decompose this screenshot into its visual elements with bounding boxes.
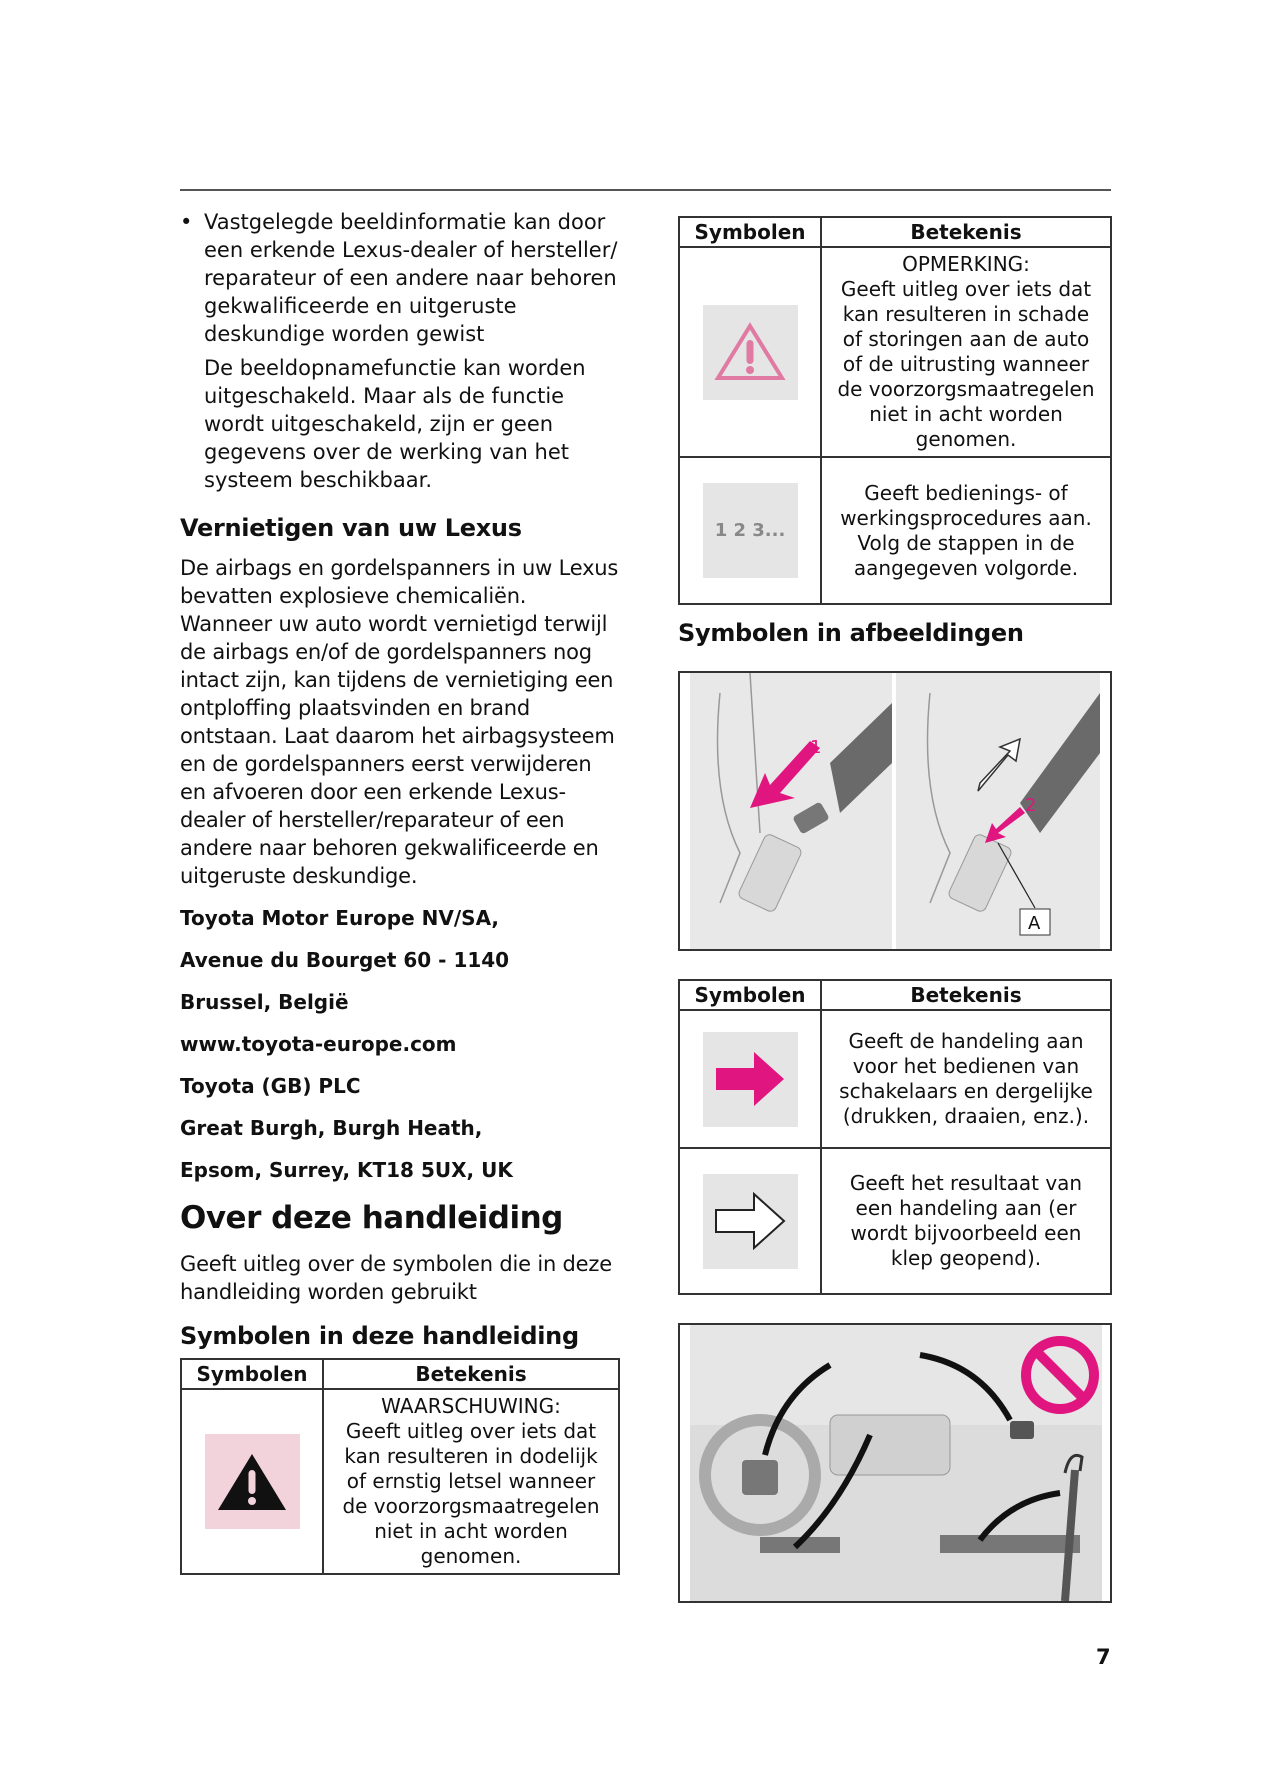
- result-arrow-text: Geeft het resultaat van een handeling aan (er wordt bijvoorbeeld een klep geopend).: [849, 1171, 1083, 1270]
- table-row: [679, 457, 1111, 604]
- col-header-meaning: Betekenis: [323, 1359, 619, 1389]
- col-header-symbols: Symbolen: [679, 980, 821, 1010]
- address-line: Toyota (GB) PLC: [180, 1074, 361, 1098]
- heading-disposal: Vernietigen van uw Lexus: [180, 514, 522, 542]
- result-arrow-outline-icon: [703, 1174, 798, 1269]
- address-line: Epsom, Surrey, KT18 5UX, UK: [180, 1158, 513, 1182]
- heading-symbols-in-figures: Symbolen in afbeeldingen: [678, 619, 1024, 647]
- table-row: [181, 1389, 619, 1574]
- website-link[interactable]: www.toyota-europe.com: [180, 1032, 457, 1056]
- action-arrow-pink-icon: [703, 1032, 798, 1127]
- action-arrow-text: Geeft de handeling aan voor het bedienen van schakelaars en dergelijke (drukken, draaien, enz.).: [839, 1029, 1093, 1128]
- disposal-text: De airbags en gordelspanners in uw Lexus bevatten explosieve chemicaliën. Wanneer uw auto wordt vernietigd terwijl de airbags en/of de gordelspanners nog intact zijn, kan tijdens de vernietiging een ontploffing plaatsvinden en brand ontstaan. Laat daarom het airbagsysteem en de gordelspanners eerst verwijderen en afvoeren door een erkende Lexus-dealer of hersteller/reparateur of een andere naar behoren gekwalificeerde en uitgeruste deskundige.: [180, 556, 619, 888]
- bullet-followup-text: De beeldopnamefunctie kan worden uitgeschakeld. Maar als de functie wordt uitgeschakeld, zijn er geen gegevens over de werking van het systeem beschikbaar.: [204, 356, 586, 492]
- table-row: [679, 1148, 1111, 1294]
- address-line: Toyota Motor Europe NV/SA,: [180, 906, 500, 930]
- symbols-table-arrows: [678, 979, 1112, 1295]
- left-column: [180, 208, 620, 1575]
- step-label-2: 2: [1025, 795, 1037, 816]
- dashboard-prohibited-illustration: [678, 1323, 1112, 1603]
- callout-label-a: A: [1028, 913, 1041, 934]
- col-header-symbols: Symbolen: [679, 217, 821, 247]
- steps-text: Geeft bedienings- of werkingsprocedures aan. Volg de stappen in de aangegeven volgorde.: [840, 480, 1092, 580]
- notice-title: OPMERKING:: [902, 252, 1030, 276]
- bullet-item: [180, 208, 620, 348]
- col-header-meaning: Betekenis: [821, 217, 1111, 247]
- address-line: Great Burgh, Burgh Heath,: [180, 1116, 483, 1140]
- right-column: [678, 216, 1112, 1603]
- warning-text: Geeft uitleg over iets dat kan resulteren in dodelijk of ernstig letsel wanneer de voorzorgsmaatregelen niet in acht worden genomen.: [342, 1419, 600, 1568]
- notice-text: Geeft uitleg over iets dat kan resulteren in schade of storingen aan de auto of de uitrusting wanneer de voorzorgsmaatregelen niet in acht worden genomen.: [837, 277, 1095, 451]
- steps-123-icon: 1 2 3...: [703, 483, 798, 578]
- symbols-table-warning: [180, 1358, 620, 1575]
- bullet-dot: •: [180, 210, 193, 234]
- col-header-symbols: Symbolen: [181, 1359, 323, 1389]
- page-number: 7: [1096, 1645, 1111, 1669]
- address-block: [180, 904, 620, 1184]
- seatbelt-illustration: [678, 671, 1112, 951]
- address-line: Avenue du Bourget 60 - 1140: [180, 948, 510, 972]
- table-row: [679, 1010, 1111, 1148]
- step-label-1: 1: [810, 737, 822, 758]
- address-line: Brussel, België: [180, 990, 349, 1014]
- symbols-table-notice: [678, 216, 1112, 605]
- heading-about-manual: Over deze handleiding: [180, 1200, 563, 1236]
- caution-triangle-pink-icon: [703, 305, 798, 400]
- table-row: [679, 247, 1111, 457]
- bullet-text: Vastgelegde beeldinformatie kan door een erkende Lexus-dealer of hersteller/ reparateur of een andere naar behoren gekwalificeerde en uitgeruste deskundige worden gewist: [204, 210, 618, 346]
- header-rule: [180, 189, 1111, 191]
- warning-triangle-black-icon: [205, 1434, 300, 1529]
- warning-title: WAARSCHUWING:: [381, 1394, 561, 1418]
- manual-intro: Geeft uitleg over de symbolen die in deze handleiding worden gebruikt: [180, 1252, 612, 1304]
- heading-symbols-in-manual: Symbolen in deze handleiding: [180, 1322, 579, 1350]
- col-header-meaning: Betekenis: [821, 980, 1111, 1010]
